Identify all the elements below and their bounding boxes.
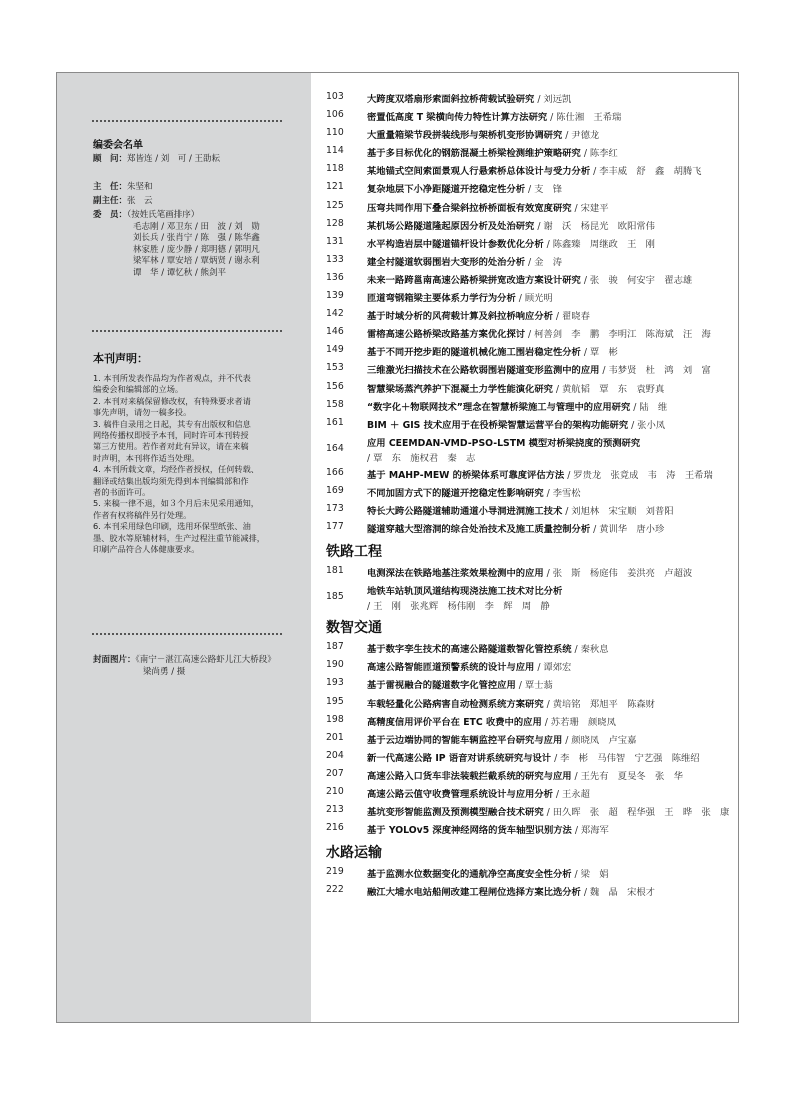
toc-entry[interactable] [326,675,736,693]
article-authors: / 陈李红 [583,148,618,160]
advisor-line [93,154,293,166]
declaration-line: 墨、胶水等原辅材料，生产过程注重节能减排， [93,532,265,543]
member-line: 林家胜 / 庞少静 / 郑明德 / 郭明凡 [133,244,260,255]
article-title: 高精度信用评价平台在 ETC 收费中的应用 [367,716,542,728]
page-number: 181 [326,565,344,577]
toc-entry[interactable] [326,161,736,179]
toc-entry[interactable] [326,198,736,216]
declaration-line: 编委会和编辑部的立场。 [93,384,184,395]
article-authors: / 刘远凯 [537,94,572,105]
article-title: 水平构造岩层中隧道锚杆设计参数优化分析 [367,238,544,250]
article-authors: / 柯善剑 李 鹏 李明江 陈海斌 汪 海 [528,329,711,341]
member-line: 梁军林 / 覃安培 / 覃炳贤 / 谢永利 [133,256,260,267]
page-number: 213 [326,804,344,816]
toc-line [367,503,674,517]
toc-line [367,768,683,782]
dotted-divider [92,330,282,332]
page-number: 210 [326,786,344,797]
declaration-line: 2. 本刊对来稿保留修改权，有特殊要求者请 [93,395,251,406]
toc-line [367,200,609,214]
article-title: 基于时域分析的风荷载计算及斜拉桥响应分析 [367,311,553,323]
toc-entry[interactable] [326,581,736,613]
toc-line [367,884,655,898]
toc-entry[interactable] [326,657,736,675]
toc-line [367,804,729,818]
section-title: 铁路工程 [326,544,382,561]
article-title: 融江大埔水电站船闸改建工程闸位选择方案比选分析 [367,887,581,899]
article-authors: / 陆 维 [633,401,668,413]
toc-line [367,290,553,304]
chief-line [93,182,293,194]
page-number: 118 [326,163,344,175]
toc-entry[interactable] [326,483,736,501]
article-title: 基于数字孪生技术的高速公路隧道数智化管控系统 [367,644,572,656]
toc-line [367,236,655,250]
toc-entry[interactable] [326,397,736,415]
article-title: 大重量箱梁节段拼装线形与架桥机变形协调研究 [367,130,563,142]
declaration-line: 作者有权将稿件另行处理。 [93,509,192,520]
cover-title: 《南宁－湛江高速公路虾儿江大桥段》 [135,655,276,665]
page-number: 158 [326,398,344,410]
page-number: 128 [326,217,344,229]
toc-entry[interactable] [326,179,736,197]
advisor-label: 顾 问： [93,154,128,164]
page-number: 153 [326,362,344,374]
article-title: 复杂地层下小净距隧道开挖稳定性分析 [367,184,526,196]
toc-line [367,714,616,728]
article-title: 雷榕高速公路桥梁改路基方案优化探讨 [367,329,526,341]
declaration-line: 5. 来稿一律不退，如３个月后未见采用通知， [93,498,259,509]
toc-entry[interactable] [326,342,736,360]
toc-line [367,362,711,376]
article-authors: / 田久晖 张 超 程华强 王 晔 张 康 [546,807,730,819]
page-number: 204 [326,749,344,761]
table-of-contents [326,89,736,900]
article-authors: / 顾光明 [518,293,553,305]
toc-entry[interactable] [326,143,736,161]
page-number: 173 [326,502,344,514]
toc-entry[interactable] [326,252,736,270]
toc-entry[interactable] [326,433,736,465]
declaration-line: 3. 稿件自录用之日起，其专有出版权和信息 [93,418,251,429]
toc-line [367,254,562,268]
article-authors: / 黄培铭 郑旭平 陈森财 [546,698,655,710]
toc-entry[interactable] [326,501,736,519]
declaration-line: 网络传播权即授予本刊，同时许可本刊转授 [93,430,249,441]
toc-line [367,326,711,340]
article-authors: / 李 彬 马伟智 宁艺强 陈维绍 [554,752,700,764]
page-number: 207 [326,767,344,779]
toc-entry[interactable] [326,864,736,882]
toc-line [367,344,618,358]
declaration-line: 1. 本刊所发表作品均为作者观点，并不代表 [93,373,251,383]
article-title: 建全村隧道软弱围岩大变形的处治分析 [367,256,526,268]
section-heading [326,613,736,639]
article-authors: / 王永超 [555,789,590,800]
vice-name: 张 云 [127,196,153,206]
page-number: 125 [326,199,344,211]
toc-entry[interactable] [326,107,736,125]
article-authors: / 梁 娟 [574,869,609,881]
article-authors: / 张小凤 [631,419,666,431]
article-title: 密置低高度 T 梁横向传力特性计算方法研究 [367,112,548,124]
page-number: 133 [326,253,344,265]
section-heading [326,838,736,864]
toc-entry[interactable] [326,639,736,657]
article-authors: / 金 涛 [528,256,563,268]
declaration-body [93,373,293,556]
page-number: 142 [326,308,344,320]
article-authors: / 刘旭林 宋宝顺 刘普阳 [565,505,674,517]
article-title: 高速公路入口货车非法装载拦截系统的研究与应用 [367,770,572,782]
page-number: 187 [326,641,344,653]
article-title: 基于监测水位数据变化的通航净空高度安全性分析 [367,869,572,881]
toc-line [367,732,636,746]
declaration-line: 事先声明，请勿一稿多投。 [93,407,192,418]
article-authors: / 支 锋 [528,184,563,196]
article-authors: / 张 斯 杨庭伟 姜洪亮 卢超波 [546,568,693,580]
toc-entry[interactable] [326,234,736,252]
toc-line [367,659,571,673]
toc-entry[interactable] [326,563,736,581]
article-title: 未来一路跨邕南高速公路桥梁拼宽改造方案设计研究 [367,274,581,286]
chief-name: 朱坚和 [127,182,153,192]
article-authors: / 张 骏 何安宇 翟志雄 [583,274,693,286]
chief-label: 主 任： [93,182,128,192]
article-title: 大跨度双塔扇形索面斜拉桥荷载试验研究 [367,94,535,105]
article-title: 三维激光扫描技术在公路软弱围岩隧道变形监测中的应用 [367,365,600,377]
page-number: 164 [326,442,344,454]
committee-title: 编委会名单 [93,140,143,151]
toc-line [367,677,553,691]
toc-line [367,521,664,535]
member-label: 委 员： [93,210,128,220]
article-authors: / 李雪松 [546,487,581,499]
article-authors: / 宋建平 [574,202,609,214]
article-authors: / 苏若珊 颜晓凤 [544,716,616,728]
toc-line [367,145,618,159]
declaration-line: 者的书面许可。 [93,487,151,498]
declaration-line: 4. 本刊所载文章，均经作者授权，任何转载、 [93,464,259,475]
toc-line [367,822,609,836]
page-number: 177 [326,521,344,533]
article-authors: / 韦梦贤 杜 鸿 刘 富 [602,365,711,377]
toc-entry[interactable] [326,882,736,900]
article-authors: / 罗贵龙 张竟成 韦 涛 王希瑞 [567,469,713,481]
article-authors: / 魏 晶 宋根才 [583,887,655,899]
vice-line [93,196,293,208]
page-number: 156 [326,380,344,392]
article-title: 智慧梁场蒸汽养护下混凝土力学性能演化研究 [367,383,553,395]
dotted-divider [92,120,282,122]
toc-entry[interactable] [326,766,736,784]
toc-line [367,866,609,880]
toc-entry[interactable] [326,694,736,712]
toc-entry[interactable] [326,306,736,324]
toc-entry[interactable] [326,216,736,234]
page-number: 166 [326,466,344,478]
toc-line [367,786,590,800]
article-authors: / 黄航韬 覃 东 袁野真 [555,383,665,395]
page-number: 195 [326,695,344,707]
article-authors: / 王 刚 张兆辉 杨伟刚 李 辉 周 静 [367,601,550,613]
toc-entry[interactable] [326,324,736,342]
article-authors: / 覃士蓊 [518,680,553,692]
toc-entry[interactable] [326,820,736,838]
page-number: 103 [326,91,344,102]
article-title: 某机场公路隧道隆起原因分析及处治研究 [367,220,535,232]
page-number: 121 [326,181,344,193]
article-title: 基坑变形智能监测及预测模型融合技术研究 [367,807,544,819]
toc-entry[interactable] [326,379,736,397]
toc-line [367,109,621,123]
page-number: 198 [326,713,344,725]
section-title: 数智交通 [326,620,382,637]
toc-entry[interactable] [326,519,736,537]
toc-entry[interactable] [326,748,736,766]
toc-entry[interactable] [326,89,736,107]
toc-line [367,91,571,105]
toc-line [367,565,692,579]
toc-line [367,417,665,431]
page-number: 216 [326,822,344,834]
article-title: 某地锚式空间索面景观人行悬索桥总体设计与受力分析 [367,166,591,178]
toc-line [367,127,599,141]
article-title: 特长大跨公路隧道辅助通道小导洞进洞施工技术 [367,505,563,517]
toc-entry[interactable] [326,802,736,820]
member-line: 毛志刚 / 邓卫东 / 田 波 / 刘 勋 [133,221,260,232]
page-number: 146 [326,326,344,338]
article-authors: / 谢 沃 杨昆光 欧阳常伟 [537,220,655,232]
declaration-title: 本刊声明： [93,352,148,365]
toc-line [367,750,700,764]
vice-label: 副主任： [93,196,128,206]
article-title: 压弯共同作用下叠合梁斜拉桥桥面板有效宽度研究 [367,202,572,214]
article-title: 基于 YOLOv5 深度神经网络的货车轴型识别方法 [367,825,572,837]
toc-line [367,399,667,413]
declaration-line: 6. 本刊采用绿色印刷，选用环保型纸张、油 [93,521,251,532]
page-number: 193 [326,677,344,689]
declaration-line: 印刷产品符合人体健康要求。 [93,544,200,555]
article-title: 基于多目标优化的钢筋混凝土桥梁检测维护策略研究 [367,148,581,160]
article-authors: / 覃 彬 [583,347,618,359]
toc-line [367,641,609,655]
toc-entry[interactable] [326,730,736,748]
cover-photographer: 梁尚勇 / 摄 [143,667,186,677]
page-number: 222 [326,884,344,896]
page-number: 149 [326,344,344,356]
member-line: 刘长兵 / 张肖宁 / 陈 强 / 陈华鑫 [133,233,260,244]
article-authors: / 黄训华 唐小珍 [593,524,665,536]
page-number: 161 [326,416,344,428]
article-title: 电测深法在铁路地基注浆效果检测中的应用 [367,568,544,580]
declaration-line: 时声明，本刊将作适当处理。 [93,452,200,463]
toc-entry[interactable] [326,288,736,306]
article-authors: / 谭郊宏 [537,662,572,674]
toc-entry[interactable] [326,360,736,378]
page-number: 139 [326,290,344,302]
toc-line [367,467,713,481]
article-title: 应用 CEEMDAN-VMD-PSO-LSTM 模型对桥梁挠度的预测研究 [367,437,641,449]
section-title: 水路运输 [326,845,382,862]
article-title: 基于 MAHP-MEW 的桥梁体系可靠度评估方法 [367,469,565,481]
toc-line [367,308,590,322]
article-authors: / 陈鑫臻 周继政 王 刚 [546,238,655,250]
article-authors: / 王先有 夏旻冬 张 华 [574,770,683,782]
cover-credit [93,654,303,678]
article-title: 匝道弯钢箱梁主要体系力学行为分析 [367,293,516,305]
article-authors: / 尹德龙 [565,130,600,142]
page-number: 106 [326,109,344,121]
article-authors: / 覃 东 施权君 秦 志 [367,452,476,464]
article-title: 基于云边端协同的智能车辆监控平台研究与应用 [367,734,563,746]
page-number: 136 [326,271,344,283]
toc-entry[interactable] [326,784,736,802]
toc-entry[interactable] [326,415,736,433]
cover-label: 封面图片： [93,655,136,665]
toc-entry[interactable] [326,125,736,143]
toc-line [367,485,581,499]
page-number: 110 [326,127,344,139]
page-number: 131 [326,235,344,247]
page-number: 114 [326,145,344,157]
toc-entry[interactable] [326,270,736,288]
toc-line [367,381,664,395]
member-line: 谭 华 / 谭忆秋 / 熊剑平 [133,267,227,278]
article-title: 车载轻量化公路病害自动检测系统方案研究 [367,698,544,710]
advisor-names: 郑皆连 / 刘 可 / 王劭耘 [127,154,221,164]
article-title: 新一代高速公路 IP 语音对讲系统研究与设计 [367,752,552,764]
declaration-line: 第三方使用。若作者对此有异议，请在来稿 [93,441,249,452]
section-heading [326,537,736,563]
article-authors: / 翟晓春 [555,311,590,323]
article-authors: / 颜晓凤 卢宝嘉 [565,734,637,746]
article-title: 地铁车站轨顶风道结构现浇法施工技术对比分析 [367,586,563,598]
article-title: 高速公路智能匝道预警系统的设计与应用 [367,662,535,674]
toc-entry[interactable] [326,712,736,730]
article-title: 基于雷视融合的隧道数字化管控应用 [367,680,516,692]
article-title: 高速公路云值守收费管理系统设计与应用分析 [367,789,553,800]
member-block [93,210,293,280]
page-number: 190 [326,659,344,671]
member-line: 委 员：（按姓氏笔画排序） [93,210,200,220]
article-authors: / 陈仕湘 王希瑞 [550,112,622,124]
dotted-divider [92,633,282,635]
article-title: “数字化＋物联网技术”理念在智慧桥梁施工与管理中的应用研究 [367,401,631,413]
toc-line [367,181,562,195]
page-number: 169 [326,484,344,496]
article-authors: / 李丰威 舒 鑫 胡腾飞 [593,166,702,178]
toc-line [367,163,701,177]
article-title: BIM ＋ GIS 技术应用于在役桥梁智慧运营平台的架构功能研究 [367,419,629,431]
article-authors: / 郑海军 [574,825,609,837]
toc-line [367,583,562,597]
toc-line [367,435,640,449]
toc-line [367,272,692,286]
article-title: 基于不同开挖步距的隧道机械化施工围岩稳定性分析 [367,347,581,359]
toc-entry[interactable] [326,465,736,483]
article-authors: / 秦秋息 [574,644,609,656]
declaration-line: 翻译或结集出版均须先得到本刊编辑部和作 [93,475,249,486]
article-title: 不同加固方式下的隧道开挖稳定性影响研究 [367,487,544,499]
toc-line [367,218,655,232]
page-number: 219 [326,866,344,878]
article-title: 隧道穿越大型溶洞的综合处治技术及施工质量控制分析 [367,524,591,536]
toc-line [367,696,655,710]
page-number: 201 [326,731,344,743]
page-number: 185 [326,591,344,603]
